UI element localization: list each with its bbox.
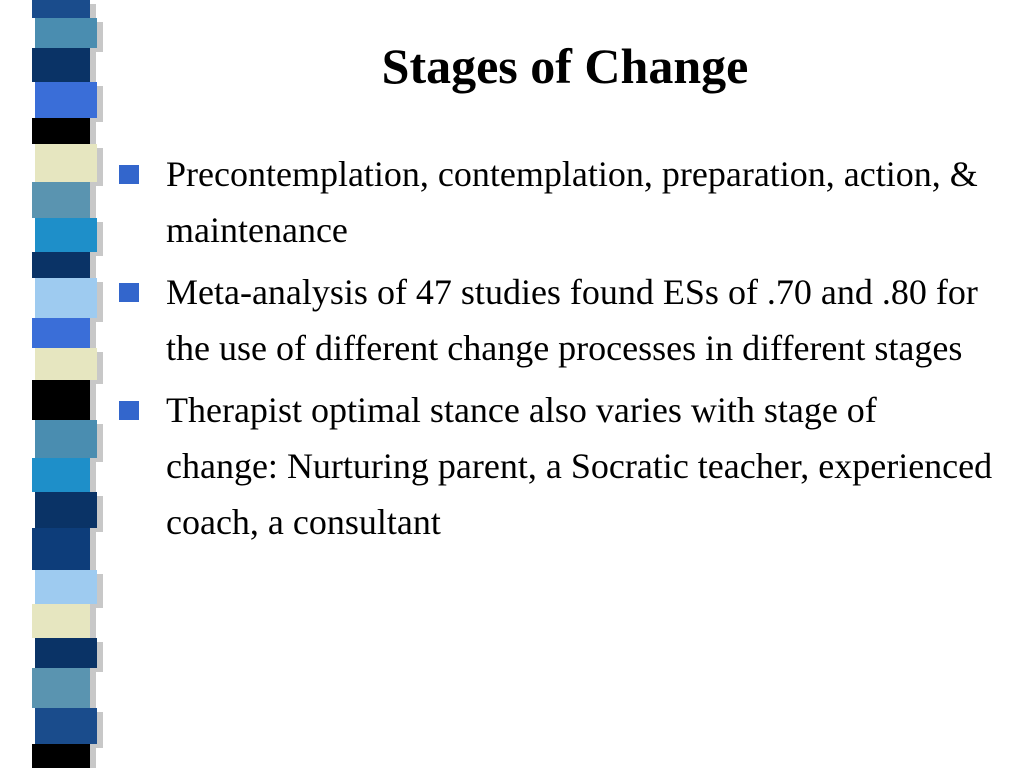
stripe-band xyxy=(32,604,90,638)
stripe-band xyxy=(32,0,90,18)
bullet-item xyxy=(116,264,996,376)
bullet-list xyxy=(116,146,996,556)
stripe-band xyxy=(32,252,90,278)
stripe-band xyxy=(35,218,97,252)
square-bullet-icon xyxy=(119,165,139,184)
bullet-item xyxy=(116,146,996,258)
stripe-band xyxy=(35,82,97,118)
stripe-band xyxy=(32,318,90,348)
stripe-band xyxy=(32,744,90,768)
stripe-band xyxy=(35,278,97,318)
stripe-graphic xyxy=(0,0,118,768)
bullet-item xyxy=(116,382,996,550)
stripe-band xyxy=(35,18,97,48)
slide-title: Stages of Change xyxy=(381,38,749,94)
square-bullet-icon xyxy=(119,401,139,420)
stripe-band xyxy=(32,528,90,570)
bullet-text: Precontemplation, contemplation, preparation, action, & maintenance xyxy=(166,154,978,250)
stripe-band xyxy=(35,708,97,744)
stripe-band xyxy=(35,348,97,380)
stripe-band xyxy=(35,144,97,182)
stripe-band xyxy=(32,182,90,218)
decorative-color-stripe xyxy=(0,0,118,768)
stripe-band xyxy=(32,380,90,420)
stripe-band xyxy=(35,492,97,528)
square-bullet-icon xyxy=(119,283,139,302)
stripe-band xyxy=(32,458,90,492)
stripe-band xyxy=(32,48,90,82)
stripe-band xyxy=(35,570,97,604)
stripe-band xyxy=(32,118,90,144)
stripe-band xyxy=(35,420,97,458)
bullet-text: Therapist optimal stance also varies with stage of change: Nurturing parent, a Socratic teacher, experienced coach, a consultant xyxy=(166,390,993,542)
stripe-band xyxy=(32,668,90,708)
stripe-band xyxy=(35,638,97,668)
bullet-text: Meta-analysis of 47 studies found ESs of .70 and .80 for the use of different change processes in different stages xyxy=(166,272,978,368)
